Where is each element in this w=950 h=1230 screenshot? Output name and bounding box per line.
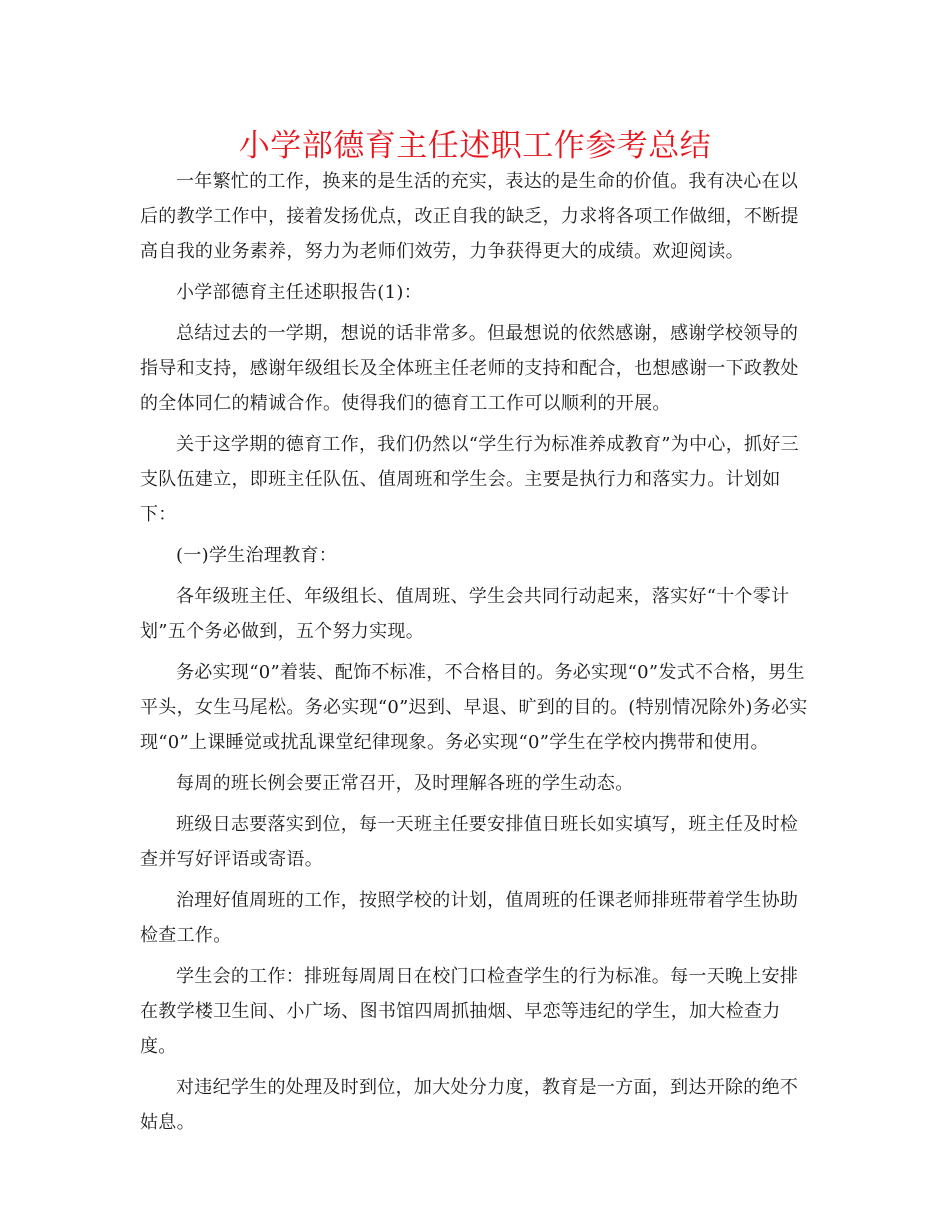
paragraph: 治理好值周班的工作，按照学校的计划，值周班的任课老师排班带着学生协助检查工作。 [140, 890, 799, 946]
paragraph: 每周的班长例会要正常召开，及时理解各班的学生动态。 [176, 773, 634, 794]
document-title: 小学部德育主任述职工作参考总结 [238, 128, 712, 164]
paragraph: 对违纪学生的处理及时到位，加大处分力度，教育是一方面，到达开除的绝不姑息。 [140, 1077, 799, 1133]
paragraph: 班级日志要落实到位，每一天班主任要安排值日班长如实填写，班主任及时检查并写好评语或寄语。 [140, 814, 799, 870]
document-body [140, 164, 815, 1146]
paragraph: 学生会的工作：排班每周周日在校门口检查学生的行为标准。每一天晚上安排在教学楼卫生间、小广场、图书馆四周抓抽烟、早恋等违纪的学生，加大检查力度。 [140, 966, 799, 1057]
paragraph: 各年级班主任、年级组长、值周班、学生会共同行动起来，落实好“十个零计划”五个务必做到，五个努力实现。 [140, 586, 790, 642]
paragraph: 关于这学期的德育工作，我们仍然以“学生行为标准养成教育”为中心，抓好三支队伍建立，即班主任队伍、值周班和学生会。主要是执行力和落实力。计划如下： [140, 434, 799, 525]
paragraph: 务必实现“0”着装、配饰不标准，不合格目的。务必实现“0”发式不合格，男生平头，女生马尾松。务必实现“0”迟到、早退、旷到的目的。(特别情况除外)务必实现“0”上课睡觉或扰乱课堂纪律现象。务必实现“0”学生在学校内携带和使用。 [140, 662, 808, 753]
section-heading: (一)学生治理教育： [176, 545, 338, 566]
section-heading: 小学部德育主任述职报告(1)： [176, 282, 422, 303]
paragraph: 一年繁忙的工作，换来的是生活的充实，表达的是生命的价值。我有决心在以后的教学工作中，接着发扬优点，改正自我的缺乏，力求将各项工作做细，不断提高自我的业务素养，努力为老师们效劳，力争获得更大的成绩。欢迎阅读。 [140, 171, 799, 262]
paragraph: 总结过去的一学期，想说的话非常多。但最想说的依然感谢，感谢学校领导的指导和支持，感谢年级组长及全体班主任老师的支持和配合，也想感谢一下政教处的全体同仁的精诚合作。使得我们的德育工工作可以顺利的开展。 [140, 323, 799, 414]
